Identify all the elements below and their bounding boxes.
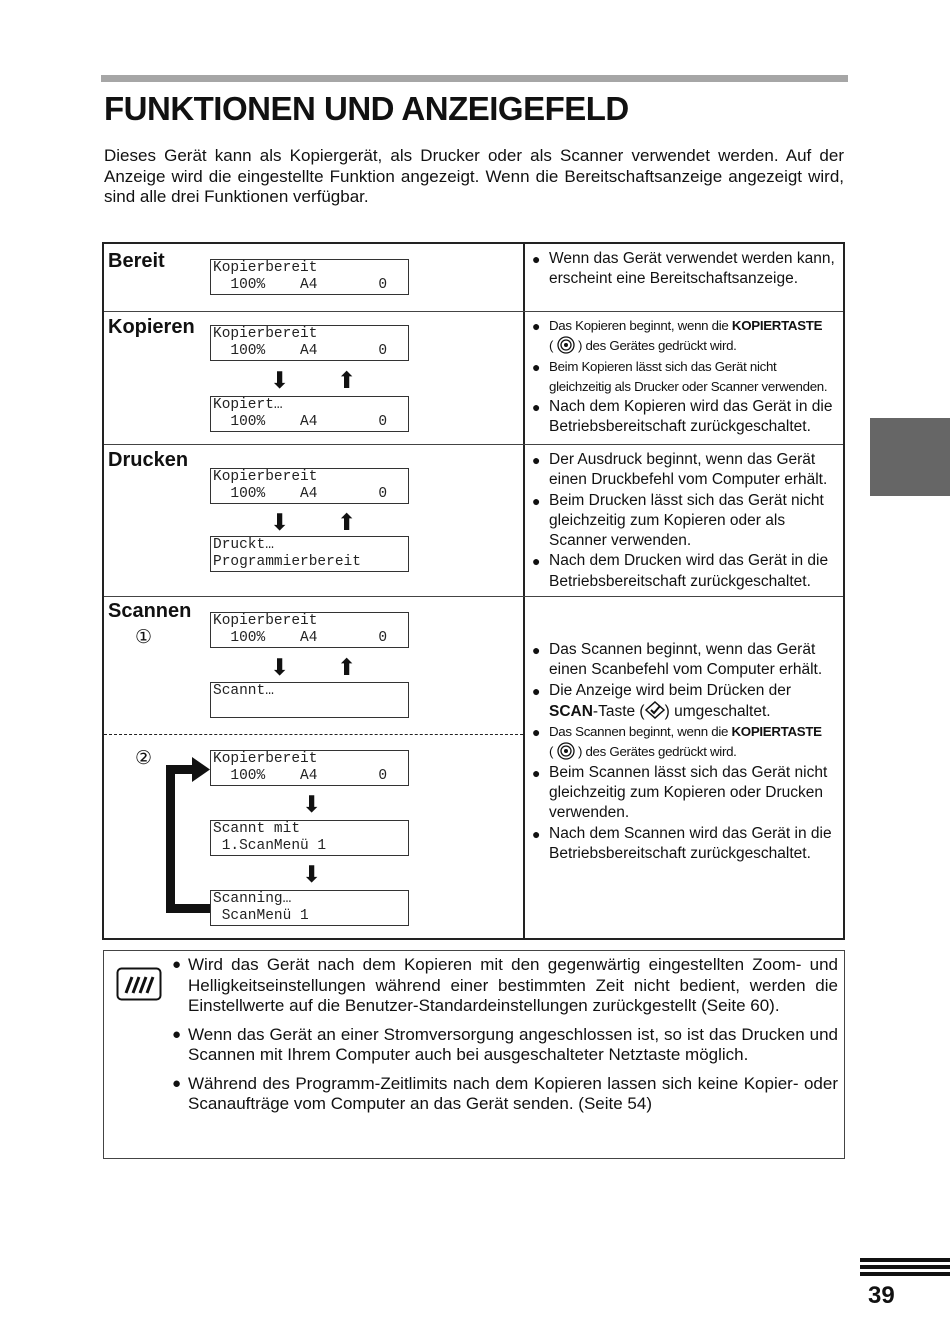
down-arrow-icon: ⬇ (302, 791, 322, 817)
page-number-rule (860, 1265, 950, 1269)
down-arrow-icon: ⬇ (270, 509, 290, 535)
up-arrow-icon: ⬆ (337, 509, 357, 535)
column-divider (523, 244, 525, 938)
list-item: ● Das Kopieren beginnt, wenn die KOPIERTASTE ( ) des Gerätes gedrückt wird. (532, 316, 842, 357)
lcd-display: Druckt… Programmierbereit (210, 536, 409, 572)
row-divider (104, 444, 843, 445)
lcd-display: Kopierbereit 100% A4 0 (210, 750, 409, 786)
scannen-bullets (532, 640, 842, 864)
bereit-bullets (532, 249, 842, 290)
row-label-bereit: Bereit (108, 250, 165, 272)
page-number: 39 (868, 1282, 895, 1309)
lcd-display: Kopierbereit 100% A4 0 (210, 325, 409, 361)
list-item: ● Nach dem Scannen wird das Gerät in die Betriebsbereitschaft zurückgeschaltet. (532, 824, 842, 865)
title-rule (101, 75, 848, 82)
list-item: ● Beim Scannen lässt sich das Gerät nicht gleichzeitig zum Kopieren oder Drucken verwenden. (532, 763, 842, 824)
step-number-2: ② (135, 748, 153, 769)
list-item: ● Wird das Gerät nach dem Kopieren mit den gegenwärtig eingestellten Zoom- und Helligkeitseinstellungen während einer bestimmten Zeit nicht bedient, werden die Einstellwerte auf die Benutzer-Standardeinstellungen zurückgestellt (Seite 60). (172, 955, 838, 1017)
down-arrow-icon: ⬇ (270, 367, 290, 393)
list-item: ● Nach dem Kopieren wird das Gerät in die Betriebsbereitschaft zurückgeschaltet. (532, 397, 842, 438)
list-item: ● Beim Kopieren lässt sich das Gerät nicht gleichzeitig als Drucker oder Scanner verwenden. (532, 357, 842, 398)
step-number-1: ① (135, 627, 153, 648)
page-number-rule (860, 1258, 950, 1262)
chapter-tab (870, 418, 950, 496)
lcd-display: Scanning… ScanMenü 1 (210, 890, 409, 926)
function-table (102, 242, 845, 940)
row-divider (104, 311, 843, 312)
up-arrow-icon: ⬆ (337, 654, 357, 680)
down-arrow-icon: ⬇ (302, 861, 322, 887)
row-divider (104, 596, 843, 597)
loop-arrow-line (166, 904, 210, 913)
loop-arrow-line (166, 765, 175, 913)
list-item: ● Wenn das Gerät verwendet werden kann, erscheint eine Bereitschaftsanzeige. (532, 249, 842, 290)
row-label-scannen: Scannen (108, 600, 192, 622)
scan-key-label: SCAN (549, 702, 593, 720)
down-arrow-icon: ⬇ (270, 654, 290, 680)
page-number-rule (860, 1272, 950, 1276)
lcd-display: Kopierbereit 100% A4 0 (210, 259, 409, 295)
page-title: FUNKTIONEN UND ANZEIGEFELD (104, 90, 629, 127)
scan-key-icon (645, 701, 665, 719)
list-item: ● Während des Programm-Zeitlimits nach dem Kopieren lassen sich keine Kopier- oder Scanaufträge vom Computer an das Gerät senden. (Seite 54) (172, 1074, 838, 1115)
up-arrow-icon: ⬆ (337, 367, 357, 393)
row-label-kopieren: Kopieren (108, 316, 195, 338)
intro-paragraph: Dieses Gerät kann als Kopiergerät, als Drucker oder als Scanner verwendet werden. Auf der Anzeige wird die eingestellte Funktion angezeigt. Wenn die Bereitschaftsanzeige angezeigt wird, sind alle drei Funktionen verfügbar. (104, 146, 844, 206)
list-item: ● Nach dem Drucken wird das Gerät in die Betriebsbereitschaft zurückgeschaltet. (532, 551, 842, 592)
list-item: ● Beim Drucken lässt sich das Gerät nicht gleichzeitig zum Kopieren oder als Scanner verwenden. (532, 491, 842, 552)
kopiertaste-label: KOPIERTASTE (731, 724, 822, 740)
note-box (103, 950, 845, 1159)
lcd-display: Kopierbereit 100% A4 0 (210, 612, 409, 648)
kopieren-bullets (532, 316, 842, 438)
list-item: ● Das Scannen beginnt, wenn die KOPIERTASTE ( ) des Gerätes gedrückt wird. (532, 722, 842, 763)
note-list (172, 955, 838, 1123)
list-item: ● Das Scannen beginnt, wenn das Gerät einen Scanbefehl vom Computer erhält. (532, 640, 842, 681)
lcd-display: Kopiert… 100% A4 0 (210, 396, 409, 432)
lcd-display: Scannt… (210, 682, 409, 718)
lcd-display: Kopierbereit 100% A4 0 (210, 468, 409, 504)
copy-key-icon (557, 742, 575, 760)
list-item: ● Der Ausdruck beginnt, wenn das Gerät einen Druckbefehl vom Computer erhält. (532, 450, 842, 491)
list-item: ● Die Anzeige wird beim Drücken der SCAN-Taste ( ) umgeschaltet. (532, 681, 842, 723)
lcd-display: Scannt mit 1.ScanMenü 1 (210, 820, 409, 856)
list-item: ● Wenn das Gerät an einer Stromversorgung angeschlossen ist, so ist das Drucken und Scannen mit Ihrem Computer auch bei ausgeschalteter Netztaste möglich. (172, 1025, 838, 1066)
copy-key-icon (557, 336, 575, 354)
loop-arrow-head-icon (192, 757, 210, 782)
drucken-bullets (532, 450, 842, 592)
row-label-drucken: Drucken (108, 449, 189, 471)
scan-mode-divider (104, 734, 523, 735)
kopiertaste-label: KOPIERTASTE (731, 318, 823, 333)
note-pencil-icon (116, 967, 162, 1001)
